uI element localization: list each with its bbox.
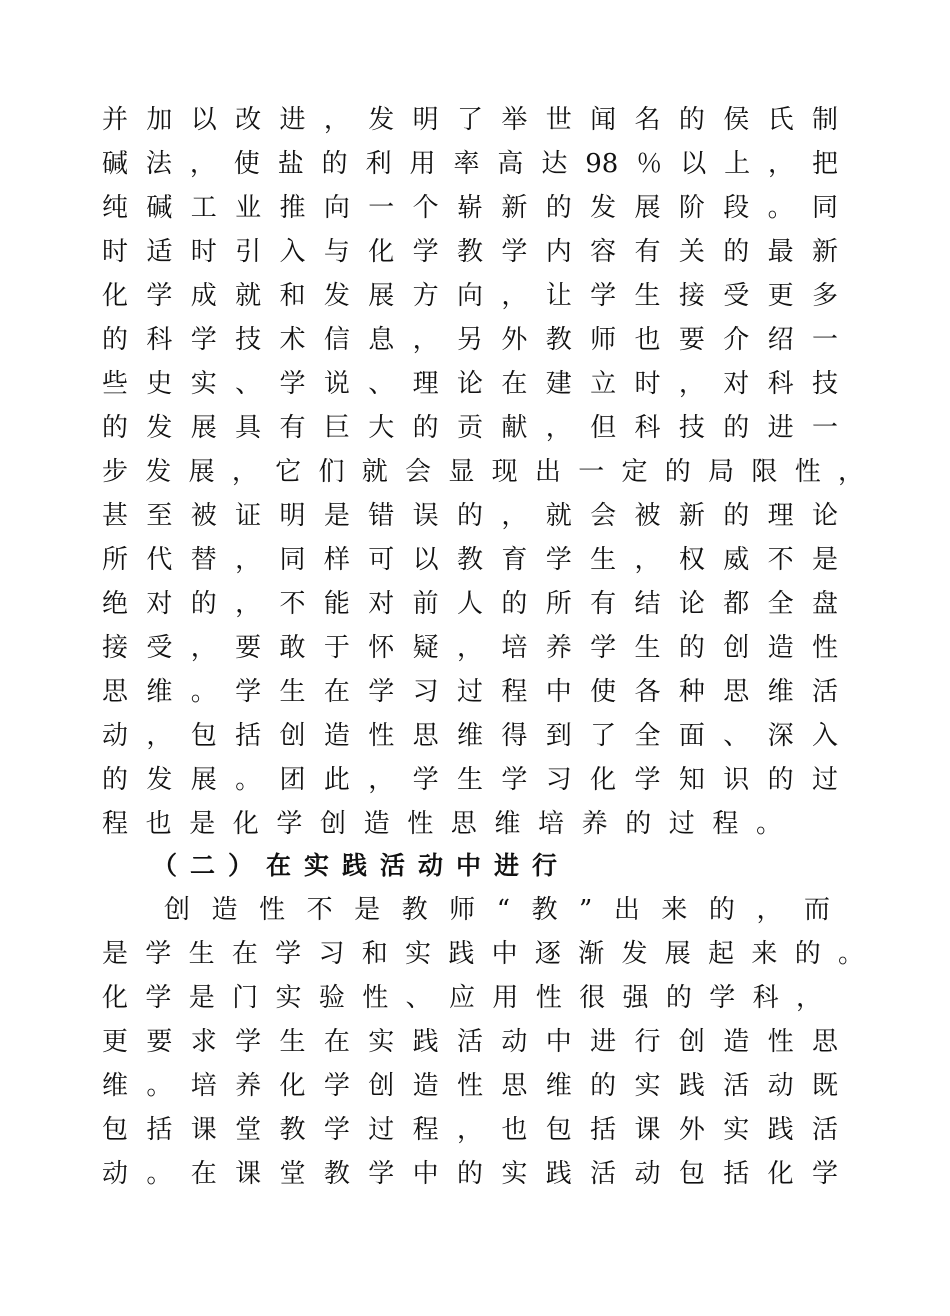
body-text-line: 所代替，同样可以教育学生，权威不是 [102,545,838,575]
body-text-line: 甚至被证明是错误的，就会被新的理论 [102,501,838,531]
body-text-line: 的科学技术信息，另外教师也要介绍一 [102,325,838,355]
body-text-line: 动。在课堂教学中的实践活动包括化学 [102,1159,838,1189]
body-text-line: 绝对的，不能对前人的所有结论都全盘 [102,589,838,619]
body-text-line: 化学成就和发展方向，让学生接受更多 [102,281,838,311]
body-text-line: 动，包括创造性思维得到了全面、深入 [102,721,838,751]
body-text-line: 是学生在学习和实践中逐渐发展起来的。 [102,939,864,969]
body-text-line: 的发展。团此，学生学习化学知识的过 [102,765,838,795]
body-text-line: 纯碱工业推向一个崭新的发展阶段。同 [102,193,838,223]
body-text-line: 创造性不是教师“教”出来的，而 [164,895,830,925]
section-heading: （二）在实践活动中进行 [152,851,571,880]
body-text-line: 思维。学生在学习过程中使各种思维活 [102,677,838,707]
body-text-line: 时适时引入与化学教学内容有关的最新 [102,237,838,267]
body-text-line: 维。培养化学创造性思维的实践活动既 [102,1071,838,1101]
body-text-line: 化学是门实验性、应用性很强的学科， [102,983,822,1013]
body-text-line: 接受，要敢于怀疑，培养学生的创造性 [102,633,838,663]
body-text-line: 并加以改进，发明了举世闻名的侯氏制 [102,105,838,135]
body-text-line: 些史实、学说、理论在建立时，对科技 [102,369,838,399]
body-text-line: 包括课堂教学过程，也包括课外实践活 [102,1115,838,1145]
body-text-line: 碱法，使盐的利用率高达98％以上，把 [102,149,838,179]
body-text-line: 程也是化学创造性思维培养的过程。 [102,809,782,839]
body-text-line: 更要求学生在实践活动中进行创造性思 [102,1027,838,1057]
body-text-line: 步发展，它们就会显现出一定的局限性， [102,457,864,487]
body-text-line: 的发展具有巨大的贡献，但科技的进一 [102,413,838,443]
